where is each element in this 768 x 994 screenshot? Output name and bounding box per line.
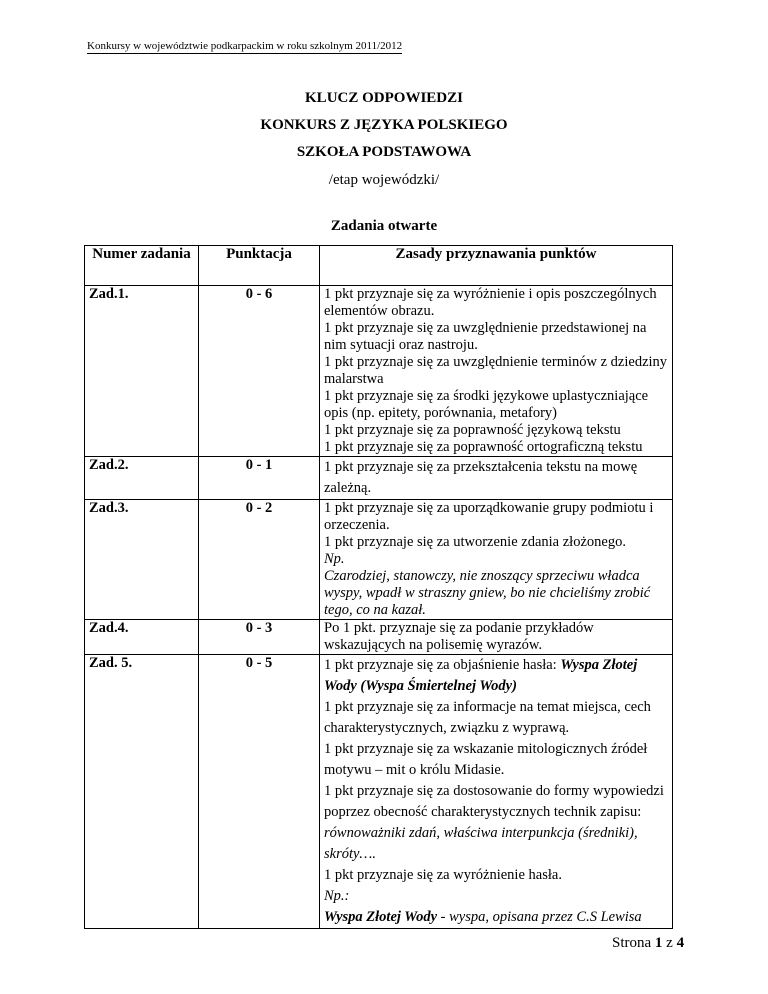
page-footer	[612, 935, 684, 952]
rule-line: 1 pkt przyznaje się za środki językowe uplastyczniające opis (np. epitety, porównania, metafory)	[324, 388, 649, 421]
table-row	[85, 620, 673, 655]
points-range: 0 - 2	[199, 500, 320, 620]
example-line	[324, 907, 672, 928]
rule-line: 1 pkt przyznaje się za poprawność ortograficzną tekstu	[324, 439, 643, 455]
rule-line: 1 pkt przyznaje się za przekształcenia tekstu na mowę zależną.	[324, 459, 638, 496]
title-answer-key: KLUCZ ODPOWIEDZI	[305, 90, 463, 106]
rule-line	[324, 781, 672, 865]
rule-line: 1 pkt przyznaje się za wyróżnienie hasła.	[324, 867, 562, 883]
example-label: Np.:	[324, 888, 350, 904]
rule-line: 1 pkt przyznaje się za uwzględnienie przedstawionej na nim sytuacji oraz nastroju.	[324, 320, 647, 353]
scoring-rules	[320, 655, 673, 929]
task-number: Zad. 5.	[85, 655, 199, 929]
rule-line: 1 pkt przyznaje się za wyróżnienie i opis poszczególnych elementów obrazu.	[324, 286, 657, 319]
rule-line: 1 pkt przyznaje się za informacje na temat miejsca, cech charakterystycznych, związku z wyprawą.	[324, 699, 651, 736]
rule-line: 1 pkt przyznaje się za uporządkowanie grupy podmiotu i orzeczenia.	[324, 500, 654, 533]
scoring-rules	[320, 457, 673, 500]
page-of: z	[666, 935, 673, 951]
col-header-task-number: Numer zadania	[85, 246, 199, 286]
col-header-points: Punktacja	[199, 246, 320, 286]
task-number: Zad.4.	[85, 620, 199, 655]
rule-text: 1 pkt przyznaje się za objaśnienie hasła:	[324, 657, 561, 673]
task-number: Zad.1.	[85, 286, 199, 457]
example-label: Np.	[324, 551, 345, 567]
rule-line: 1 pkt przyznaje się za poprawność językową tekstu	[324, 422, 621, 438]
points-range: 0 - 1	[199, 457, 320, 500]
table-row	[85, 457, 673, 500]
rule-line: 1 pkt przyznaje się za wskazanie mitologicznych źródeł motywu – mit o królu Midasie.	[324, 741, 648, 778]
rule-line: 1 pkt przyznaje się za utworzenie zdania złożonego.	[324, 534, 626, 550]
scoring-rules	[320, 620, 673, 655]
rule-line: 1 pkt przyznaje się za uwzględnienie terminów z dziedziny malarstwa	[324, 354, 668, 387]
scoring-rules	[320, 286, 673, 457]
example-sentence: Czarodziej, stanowczy, nie znoszący sprzeciwu władca wyspy, wpadł w straszny gniew, bo nie chcieliśmy zrobić tego, co na kazał.	[324, 568, 651, 618]
section-title: Zadania otwarte	[330, 218, 438, 234]
rule-line	[324, 655, 672, 697]
page-number: 1	[654, 935, 663, 951]
table-header-row	[85, 246, 673, 286]
rule-text: 1 pkt przyznaje się za dostosowanie do formy wypowiedzi poprzez obecność charakterystycznych technik zapisu:	[324, 783, 664, 820]
col-header-rules: Zasady przyznawania punktów	[320, 246, 673, 286]
example-keyword: Wyspa Złotej Wody	[324, 909, 438, 925]
title-contest: KONKURS Z JĘZYKA POLSKIEGO	[260, 117, 508, 133]
answer-key-table	[84, 245, 673, 929]
stage-label: /etap wojewódzki/	[328, 172, 440, 188]
scoring-rules	[320, 500, 673, 620]
example-definition: - wyspa, opisana przez C.S Lewisa	[437, 909, 642, 925]
technique-examples: równoważniki zdań, właściwa interpunkcja (średniki), skróty….	[324, 825, 638, 862]
task-number: Zad.2.	[85, 457, 199, 500]
points-range: 0 - 3	[199, 620, 320, 655]
page-label: Strona	[612, 935, 652, 951]
title-school: SZKOŁA PODSTAWOWA	[296, 144, 472, 160]
running-header: Konkursy w województwie podkarpackim w roku szkolnym 2011/2012	[87, 40, 403, 52]
points-range: 0 - 5	[199, 655, 320, 929]
points-range: 0 - 6	[199, 286, 320, 457]
rule-line: Po 1 pkt. przyznaje się za podanie przykładów wskazujących na polisemię wyrazów.	[324, 620, 594, 653]
table-row	[85, 286, 673, 457]
keyword-term: Wyspa Złotej Wody (Wyspa Śmiertelnej Wody)	[324, 657, 638, 694]
task-number: Zad.3.	[85, 500, 199, 620]
table-row	[85, 655, 673, 929]
page-total: 4	[676, 935, 685, 951]
table-row	[85, 500, 673, 620]
